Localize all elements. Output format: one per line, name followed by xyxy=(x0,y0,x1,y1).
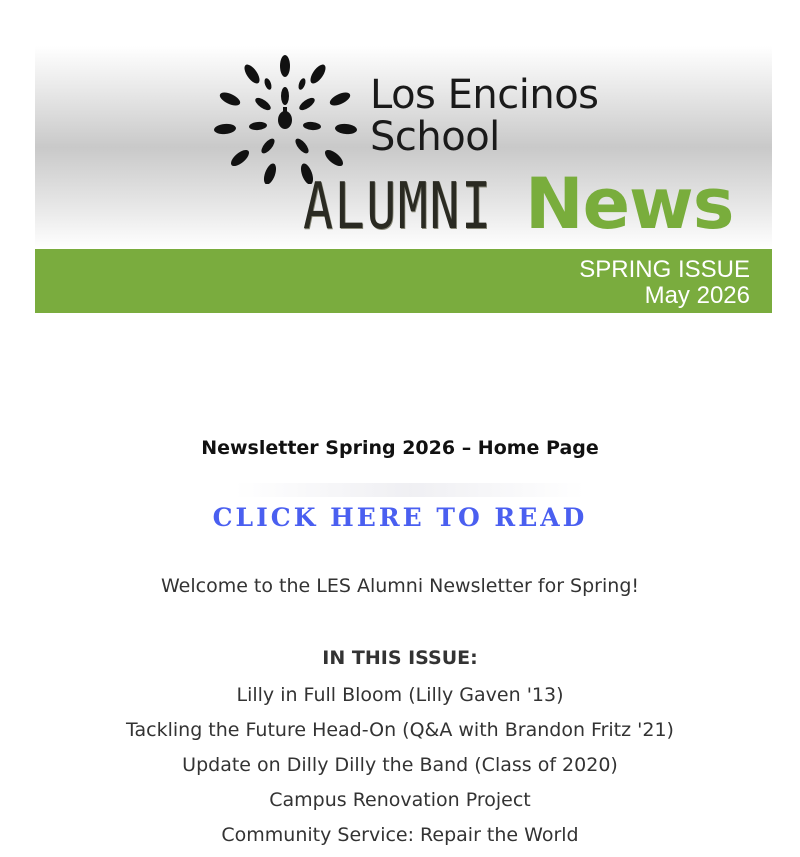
welcome-text: Welcome to the LES Alumni Newsletter for Spring! xyxy=(160,575,639,597)
article-list xyxy=(0,678,800,853)
article-item: Community Service: Repair the World xyxy=(221,824,579,846)
click-to-read-button[interactable]: CLICK HERE TO READ xyxy=(212,503,588,532)
news-wordmark: News xyxy=(525,163,734,245)
issue-banner xyxy=(35,249,772,313)
article-item: Tackling the Future Head-On (Q&A with Brandon Fritz '21) xyxy=(126,719,674,741)
issue-label xyxy=(579,257,750,309)
alumni-wordmark: ALUMNI xyxy=(303,170,493,244)
school-name-line-1: Los Encinos xyxy=(370,72,599,118)
school-name xyxy=(370,74,599,158)
school-name-line-2: School xyxy=(370,114,500,160)
faint-decoration xyxy=(235,483,585,497)
issue-season: SPRING ISSUE xyxy=(579,256,750,283)
article-item: Lilly in Full Bloom (Lilly Gaven '13) xyxy=(236,684,564,706)
newsletter-header xyxy=(35,46,772,249)
oak-leaf-logo-icon xyxy=(210,54,360,184)
in-this-issue-heading: IN THIS ISSUE: xyxy=(322,647,478,669)
newsletter-home-link[interactable]: Newsletter Spring 2026 – Home Page xyxy=(201,437,599,459)
issue-date: May 2026 xyxy=(644,282,750,309)
article-item: Campus Renovation Project xyxy=(269,789,531,811)
article-item: Update on Dilly Dilly the Band (Class of 2020) xyxy=(182,754,618,776)
